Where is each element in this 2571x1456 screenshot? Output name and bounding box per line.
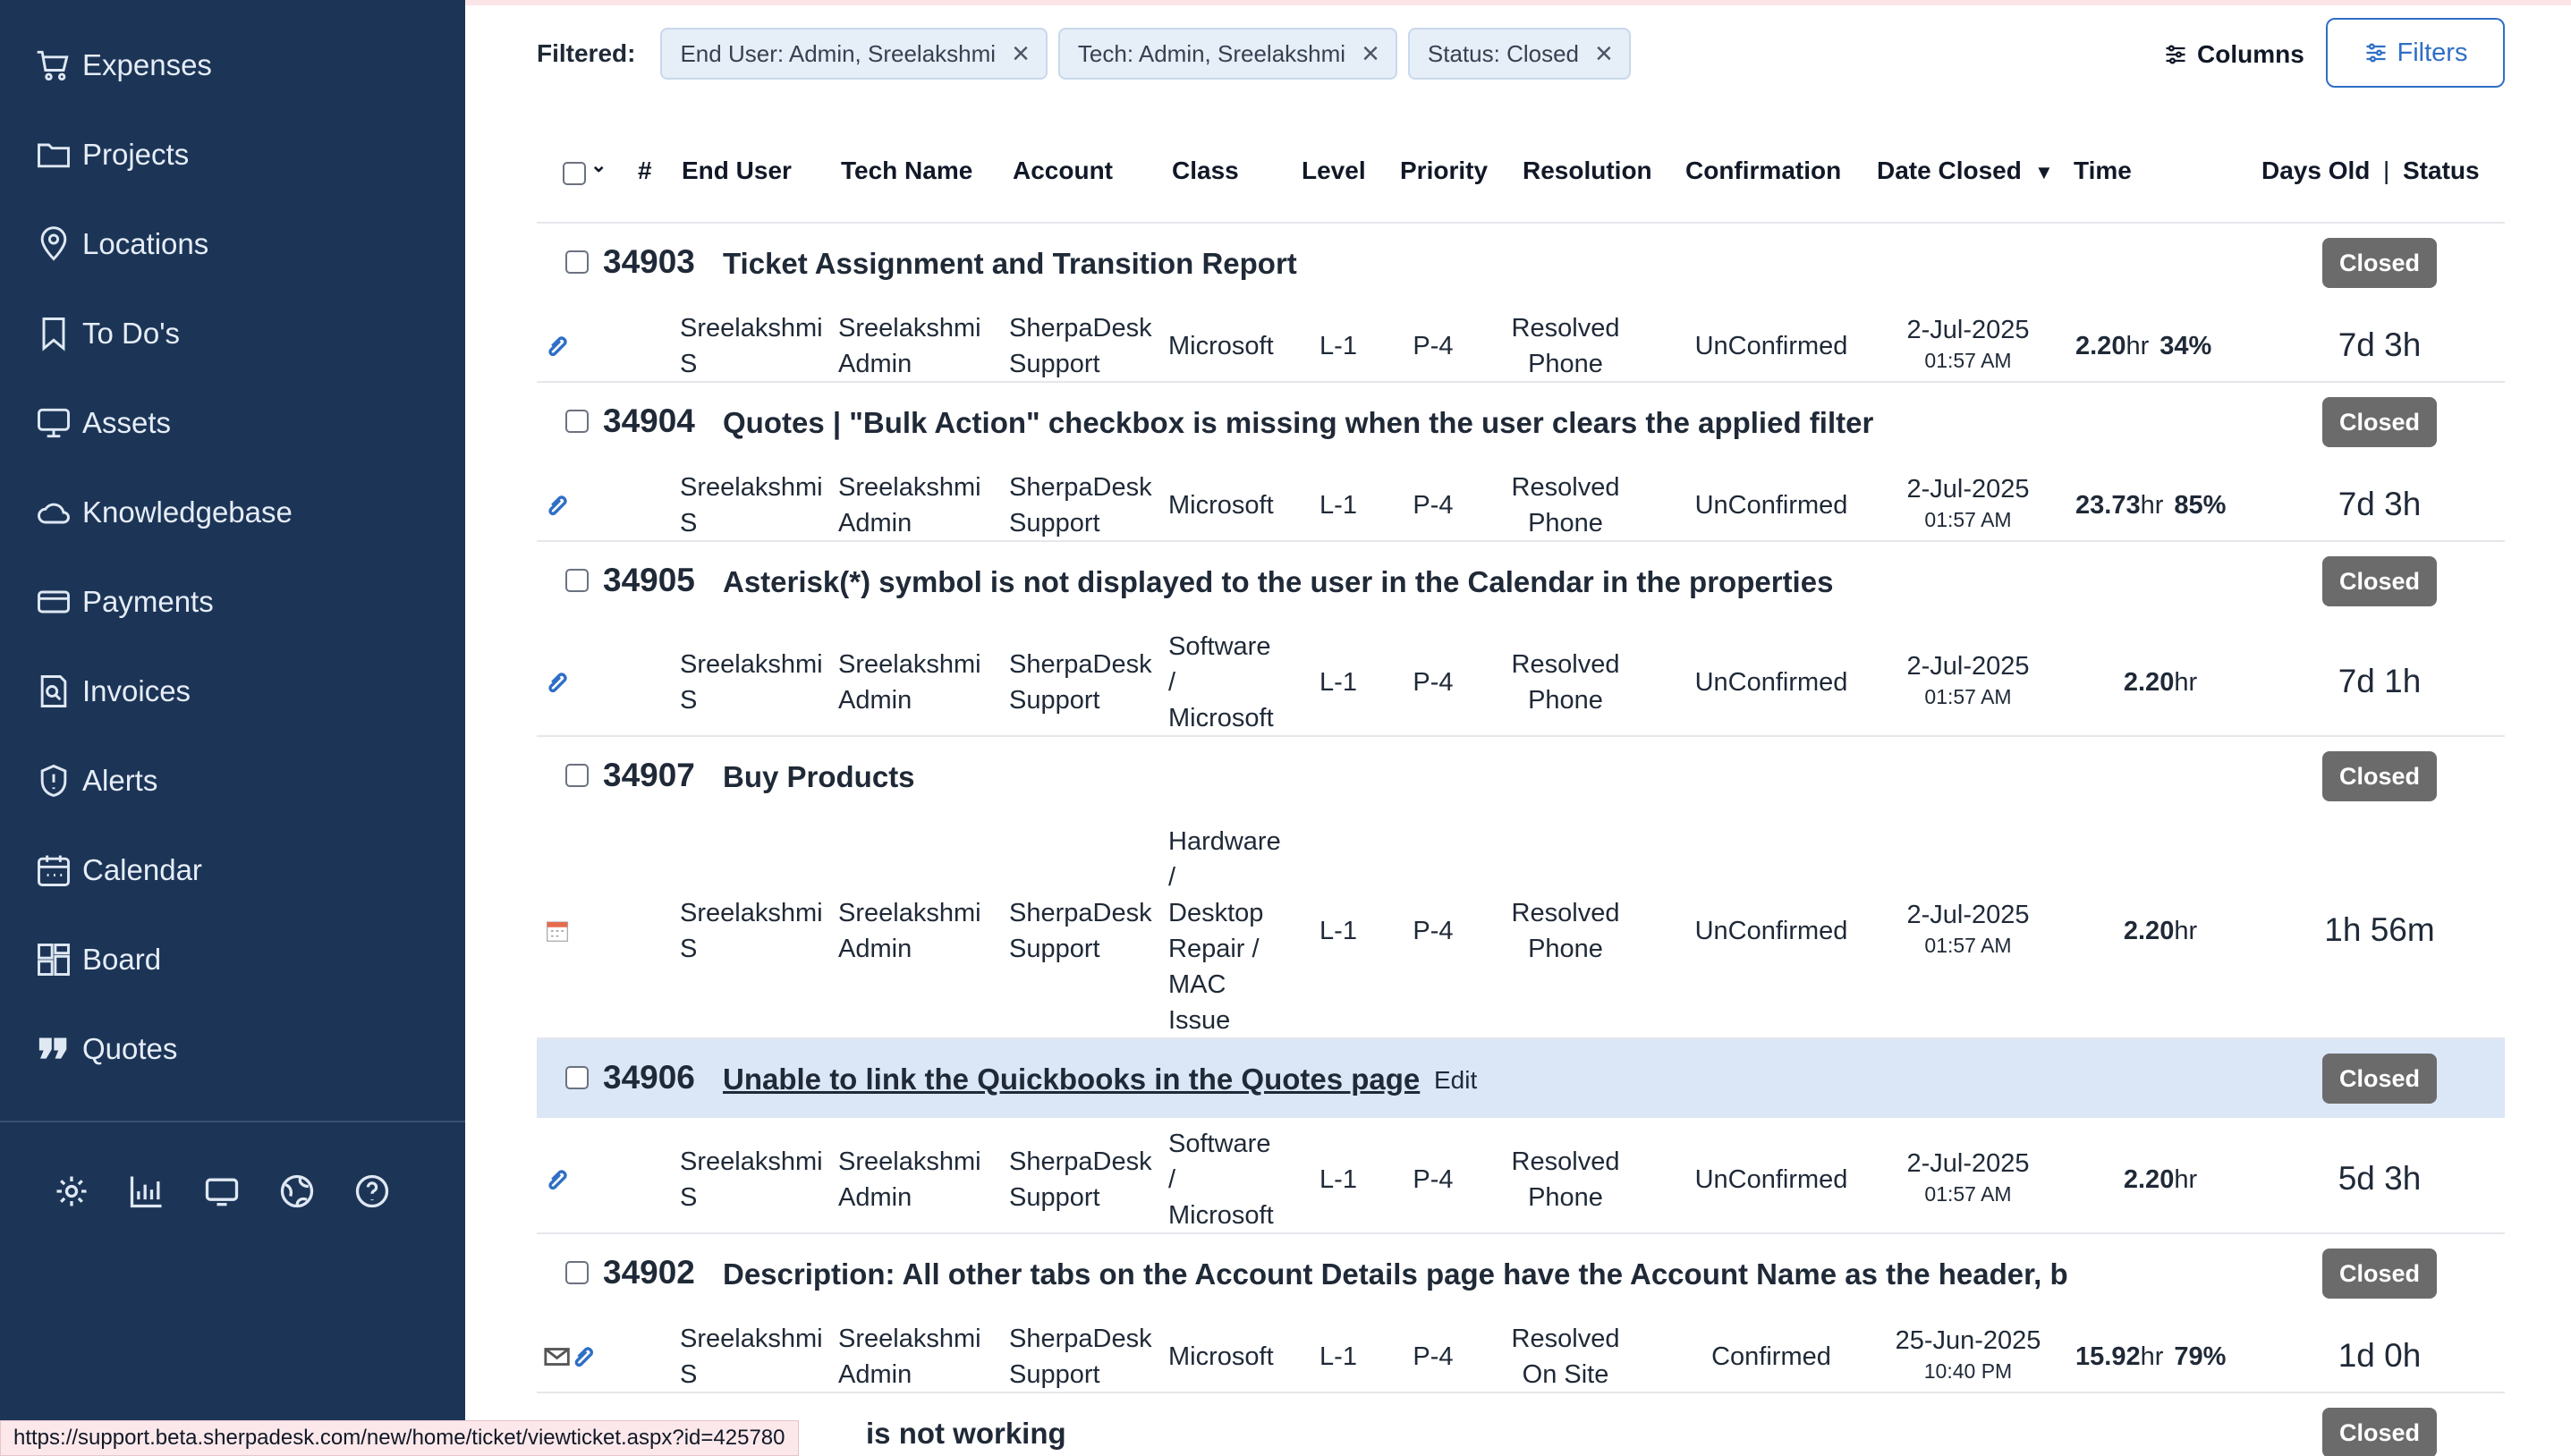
resolution-line: Phone <box>1528 1183 1603 1212</box>
time-unit: hr <box>2140 1342 2164 1371</box>
resolution-line: On Site <box>1522 1360 1609 1389</box>
columns-label: Columns <box>2197 40 2304 68</box>
invoice-search-icon <box>34 672 73 711</box>
column-header-end-user[interactable]: End User <box>682 157 792 184</box>
time-cell <box>2058 1162 2263 1198</box>
column-header-status[interactable]: Status <box>2403 157 2480 184</box>
end_user-line: Sreelakshmi <box>680 1325 823 1353</box>
date-closed: 2-Jul-2025 <box>1906 901 2030 929</box>
class-line: Repair / <box>1168 935 1260 963</box>
days-old: 1d 0h <box>2338 1337 2422 1374</box>
sidebar-item-projects[interactable] <box>34 128 189 182</box>
status-badge: Closed <box>2322 751 2437 801</box>
date-closed-cell <box>1879 648 2058 709</box>
sidebar-item-label: Quotes <box>82 1032 178 1065</box>
sidebar-item-invoices[interactable] <box>34 665 191 718</box>
column-header-days-old[interactable]: Days Old <box>2261 157 2371 184</box>
filters-button[interactable] <box>2326 18 2505 88</box>
confirmation-cell: UnConfirmed <box>1694 1165 1848 1194</box>
sidebar-item-label: To Do's <box>82 317 181 350</box>
status-badge: Closed <box>2322 397 2437 447</box>
resolution-cell <box>1494 310 1637 382</box>
time-closed: 01:57 AM <box>1924 1182 2012 1206</box>
status-badge: Closed <box>2322 1249 2437 1299</box>
column-header-priority[interactable]: Priority <box>1400 157 1489 184</box>
tech-line: Sreelakshmi <box>838 314 981 343</box>
sidebar-item-knowledgebase[interactable] <box>34 486 293 539</box>
level-cell: L-1 <box>1319 668 1357 697</box>
sidebar-item-label: Locations <box>82 227 209 260</box>
monitor-icon <box>34 403 73 443</box>
gear-icon[interactable] <box>52 1172 91 1211</box>
time-hours: 15.92 <box>2075 1342 2141 1371</box>
tech-line: Sreelakshmi <box>838 899 981 927</box>
resolution-cell <box>1494 647 1637 718</box>
sliders-icon <box>2363 40 2389 65</box>
column-divider: | <box>2383 157 2390 184</box>
tech-line: Admin <box>838 1183 912 1212</box>
time-cell <box>2058 487 2263 523</box>
resolution-line: Phone <box>1528 509 1603 538</box>
level-cell: L-1 <box>1319 1165 1357 1194</box>
account-cell <box>1009 1144 1152 1215</box>
close-icon[interactable]: × <box>1362 36 1379 71</box>
account-cell <box>1009 310 1152 382</box>
status-badge: Closed <box>2322 1054 2437 1104</box>
sidebar-item-label: Projects <box>82 138 190 171</box>
sidebar-item-locations[interactable] <box>34 217 208 271</box>
priority-cell: P-4 <box>1413 668 1454 697</box>
resolution-line: Resolved <box>1511 1325 1620 1353</box>
days-old: 5d 3h <box>2338 1160 2422 1197</box>
time-unit: hr <box>2140 491 2164 520</box>
sidebar-item-payments[interactable] <box>34 575 214 629</box>
account-cell <box>1009 470 1152 541</box>
end_user-line: Sreelakshmi <box>680 650 823 679</box>
credit-card-icon <box>34 582 73 622</box>
days-old: 1h 56m <box>2324 911 2435 948</box>
columns-button[interactable] <box>2163 32 2304 77</box>
class-line: / <box>1168 863 1176 892</box>
time-hours: 2.20 <box>2123 917 2175 945</box>
filters-label: Filters <box>2397 38 2468 67</box>
end_user-line: S <box>680 509 698 538</box>
resolution-cell <box>1494 895 1637 967</box>
level-cell: L-1 <box>1319 491 1357 520</box>
paperclip-icon <box>542 331 573 361</box>
chart-icon[interactable] <box>127 1172 166 1211</box>
column-header-account[interactable]: Account <box>1013 157 1113 184</box>
end_user-line: S <box>680 350 698 378</box>
close-icon[interactable]: × <box>1012 36 1030 71</box>
time-unit: hr <box>2174 917 2198 945</box>
sidebar-item-label: Board <box>82 943 162 976</box>
account-cell <box>1009 1321 1152 1393</box>
class-cell <box>1168 1126 1274 1233</box>
ticket-row[interactable] <box>537 1234 2505 1393</box>
level-cell: L-1 <box>1319 1342 1357 1371</box>
sidebar-item-todos[interactable] <box>34 307 180 360</box>
priority-cell: P-4 <box>1413 1165 1454 1194</box>
tech-line: Sreelakshmi <box>838 1147 981 1176</box>
class-line: Software <box>1168 632 1271 661</box>
ticket-number[interactable]: 34906 <box>603 1059 695 1096</box>
priority-cell: P-4 <box>1413 1342 1454 1371</box>
account-line: SherpaDesk <box>1009 473 1152 502</box>
end_user-line: Sreelakshmi <box>680 314 823 343</box>
quote-icon <box>34 1029 73 1069</box>
account-line: SherpaDesk <box>1009 1147 1152 1176</box>
class-line: Microsoft <box>1168 332 1274 360</box>
filter-bar <box>537 27 1642 80</box>
end_user-line: S <box>680 686 698 715</box>
row-checkbox[interactable] <box>565 764 589 787</box>
end_user-line: S <box>680 1360 698 1389</box>
time-hours: 2.20 <box>2075 332 2126 360</box>
sidebar-item-label: Assets <box>82 406 172 439</box>
account-line: Support <box>1009 686 1100 715</box>
column-header-time[interactable]: Time <box>2074 157 2132 184</box>
row-checkbox[interactable] <box>565 410 589 433</box>
date-closed: 2-Jul-2025 <box>1906 652 2030 681</box>
class-line: MAC <box>1168 970 1226 999</box>
time-closed: 01:57 AM <box>1924 685 2012 708</box>
end_user-cell <box>680 1321 823 1393</box>
status-badge: Closed <box>2322 238 2437 288</box>
time-closed: 01:57 AM <box>1924 934 2012 957</box>
paperclip-icon <box>542 667 573 698</box>
priority-cell: P-4 <box>1413 917 1454 945</box>
map-pin-icon <box>34 224 73 264</box>
resolution-line: Phone <box>1528 686 1603 715</box>
cart-icon <box>34 46 73 85</box>
row-checkbox[interactable] <box>565 250 589 274</box>
confirmation-cell: UnConfirmed <box>1694 491 1848 520</box>
date-closed-cell <box>1879 471 2058 532</box>
ticket-title[interactable]: is not working <box>866 1417 1066 1450</box>
sidebar-item-expenses[interactable] <box>34 38 212 92</box>
time-closed: 01:57 AM <box>1924 349 2012 372</box>
end_user-line: Sreelakshmi <box>680 899 823 927</box>
cloud-icon <box>34 493 73 532</box>
time-hours: 2.20 <box>2123 668 2175 697</box>
class-line: Microsoft <box>1168 491 1274 520</box>
priority-cell: P-4 <box>1413 491 1454 520</box>
time-unit: hr <box>2174 668 2198 697</box>
end_user-line: S <box>680 935 698 963</box>
time-unit: hr <box>2174 1165 2198 1194</box>
ticket-row[interactable] <box>537 1393 2505 1456</box>
class-line: / <box>1168 1165 1176 1194</box>
class-line: Issue <box>1168 1006 1231 1035</box>
date-closed: 25-Jun-2025 <box>1895 1326 2041 1355</box>
tech-cell <box>838 470 981 541</box>
sidebar <box>0 0 465 1456</box>
ticket-number[interactable]: 34904 <box>603 402 695 439</box>
end_user-cell <box>680 310 823 382</box>
time-hours: 2.20 <box>2123 1165 2175 1194</box>
class-line: Desktop <box>1168 899 1264 927</box>
confirmation-cell: UnConfirmed <box>1694 917 1848 945</box>
resolution-line: Phone <box>1528 350 1603 378</box>
status-badge: Closed <box>2322 1408 2437 1456</box>
time-percent: 85% <box>2174 491 2227 520</box>
sort-desc-icon[interactable]: ▼ <box>2034 161 2054 183</box>
class-cell <box>1168 328 1274 364</box>
resolution-cell <box>1494 1144 1637 1215</box>
tech-line: Admin <box>838 350 912 378</box>
top-accent-line <box>465 0 2571 5</box>
column-header-class[interactable]: Class <box>1172 157 1239 184</box>
sliders-icon <box>2163 42 2188 67</box>
confirmation-cell: UnConfirmed <box>1694 332 1848 360</box>
end_user-line: Sreelakshmi <box>680 473 823 502</box>
resolution-line: Phone <box>1528 935 1603 963</box>
sidebar-item-label: Alerts <box>82 764 158 797</box>
tech-line: Admin <box>838 686 912 715</box>
account-line: Support <box>1009 350 1100 378</box>
ticket-title-band <box>537 1393 2505 1456</box>
end_user-line: S <box>680 1183 698 1212</box>
ticket-title[interactable]: Description: All other tabs on the Account Details page have the Account Name as the header, b <box>723 1257 2068 1291</box>
ticket-title[interactable]: Quotes | "Bulk Action" checkbox is missing when the user clears the applied filter <box>723 406 1874 439</box>
sidebar-item-label: Expenses <box>82 48 212 81</box>
tech-cell <box>838 1321 981 1393</box>
account-cell <box>1009 895 1152 967</box>
confirmation-cell: UnConfirmed <box>1694 668 1848 697</box>
ticket-title[interactable]: Asterisk(*) symbol is not displayed to the user in the Calendar in the properties <box>723 565 1834 598</box>
date-closed: 2-Jul-2025 <box>1906 316 2030 344</box>
paperclip-icon <box>542 490 573 521</box>
folder-icon <box>34 135 73 174</box>
time-cell <box>2058 1339 2263 1375</box>
class-line: Microsoft <box>1168 704 1274 732</box>
column-header-num[interactable]: # <box>638 157 652 184</box>
filter-chip-label: Tech: Admin, Sreelakshmi <box>1077 39 1346 67</box>
sidebar-item-label: Invoices <box>82 674 191 707</box>
filter-chip-end-user <box>660 28 1047 80</box>
class-cell <box>1168 1339 1274 1375</box>
account-line: Support <box>1009 1183 1100 1212</box>
mail-attachment-icon <box>542 1342 605 1372</box>
column-header-date-closed[interactable]: Date Closed <box>1877 157 2022 184</box>
level-cell: L-1 <box>1319 917 1357 945</box>
row-checkbox[interactable] <box>565 1261 589 1284</box>
help-icon[interactable] <box>352 1172 392 1211</box>
class-line: Software <box>1168 1130 1271 1158</box>
board-icon <box>34 940 73 979</box>
chevron-down-icon[interactable]: ⌄ <box>590 154 607 176</box>
ticket-row[interactable] <box>537 224 2505 383</box>
account-line: Support <box>1009 509 1100 538</box>
column-header-resolution[interactable]: Resolution <box>1523 157 1652 184</box>
priority-cell: P-4 <box>1413 332 1454 360</box>
tech-line: Sreelakshmi <box>838 1325 981 1353</box>
account-line: Support <box>1009 935 1100 963</box>
ticket-number[interactable]: 34902 <box>603 1254 695 1291</box>
tech-line: Admin <box>838 1360 912 1389</box>
column-header-level[interactable]: Level <box>1302 157 1366 184</box>
status-badge: Closed <box>2322 556 2437 606</box>
date-closed-cell <box>1879 897 2058 958</box>
row-checkbox[interactable] <box>565 569 589 592</box>
time-closed: 01:57 AM <box>1924 508 2012 531</box>
calendar-icon <box>542 916 573 946</box>
date-closed-cell <box>1879 312 2058 373</box>
time-closed: 10:40 PM <box>1923 1359 2013 1383</box>
time-cell <box>2058 665 2263 700</box>
status-bar-url: https://support.beta.sherpadesk.com/new/home/ticket/viewticket.aspx?id=425780 <box>0 1420 799 1456</box>
resolution-cell <box>1494 470 1637 541</box>
ticket-title[interactable]: Unable to link the Quickbooks in the Quotes page <box>723 1062 1421 1096</box>
time-percent: 34% <box>2159 332 2212 360</box>
tech-line: Sreelakshmi <box>838 473 981 502</box>
filter-label: Filtered: <box>537 39 636 67</box>
sidebar-item-assets[interactable] <box>34 396 171 450</box>
level-cell: L-1 <box>1319 332 1357 360</box>
class-cell <box>1168 487 1274 523</box>
days-old: 7d 1h <box>2338 663 2422 699</box>
ticket-title[interactable]: Ticket Assignment and Transition Report <box>723 247 1297 280</box>
tech-cell <box>838 895 981 967</box>
days-old: 7d 3h <box>2338 326 2422 363</box>
time-hours: 23.73 <box>2075 491 2141 520</box>
resolution-line: Resolved <box>1511 473 1620 502</box>
end_user-cell <box>680 470 823 541</box>
account-line: SherpaDesk <box>1009 314 1152 343</box>
time-cell <box>2058 913 2263 949</box>
class-line: / <box>1168 668 1176 697</box>
column-header-tech-name[interactable]: Tech Name <box>841 157 973 184</box>
filter-chip-status <box>1408 28 1631 80</box>
ticket-row[interactable] <box>537 542 2505 737</box>
resolution-line: Resolved <box>1511 650 1620 679</box>
account-line: SherpaDesk <box>1009 899 1152 927</box>
account-cell <box>1009 647 1152 718</box>
ticket-row[interactable] <box>537 383 2505 542</box>
class-cell <box>1168 824 1281 1038</box>
column-header-confirmation[interactable]: Confirmation <box>1685 157 1842 184</box>
ticket-number[interactable]: 34907 <box>603 757 695 793</box>
class-cell <box>1168 629 1274 736</box>
date-closed: 2-Jul-2025 <box>1906 1149 2030 1178</box>
filter-chip-tech <box>1058 28 1397 80</box>
time-cell <box>2058 328 2263 364</box>
date-closed-cell <box>1879 1146 2058 1206</box>
resolution-line: Resolved <box>1511 314 1620 343</box>
class-line: Microsoft <box>1168 1201 1274 1230</box>
row-checkbox[interactable] <box>565 1066 589 1089</box>
account-line: Support <box>1009 1360 1100 1389</box>
class-line: Hardware <box>1168 827 1281 856</box>
class-line: Microsoft <box>1168 1342 1274 1371</box>
tech-cell <box>838 647 981 718</box>
sidebar-item-board[interactable] <box>34 933 161 986</box>
days-old: 7d 3h <box>2338 486 2422 522</box>
time-percent: 79% <box>2174 1342 2227 1371</box>
end_user-cell <box>680 1144 823 1215</box>
tech-line: Admin <box>838 509 912 538</box>
ticket-row[interactable] <box>537 1039 2505 1234</box>
sidebar-item-label: Knowledgebase <box>82 495 293 529</box>
tech-cell <box>838 310 981 382</box>
paperclip-icon <box>542 1164 573 1195</box>
resolution-line: Resolved <box>1511 899 1620 927</box>
account-line: SherpaDesk <box>1009 1325 1152 1353</box>
filter-chip-label: End User: Admin, Sreelakshmi <box>680 39 997 67</box>
sidebar-item-label: Payments <box>82 585 214 618</box>
time-unit: hr <box>2126 332 2150 360</box>
ticket-title[interactable]: Buy Products <box>723 760 915 793</box>
bookmark-icon <box>34 314 73 353</box>
sidebar-divider <box>0 1121 465 1122</box>
globe-icon[interactable] <box>277 1172 317 1211</box>
tech-line: Sreelakshmi <box>838 650 981 679</box>
sidebar-item-alerts[interactable] <box>34 754 157 808</box>
filter-chip-label: Status: Closed <box>1427 39 1580 67</box>
resolution-cell <box>1494 1321 1637 1393</box>
ticket-number[interactable]: 34903 <box>603 243 695 280</box>
alert-shield-icon <box>34 761 73 800</box>
ticket-number[interactable]: 34905 <box>603 562 695 598</box>
calendar-icon <box>34 851 73 890</box>
confirmation-cell: Confirmed <box>1711 1342 1831 1371</box>
sidebar-item-label: Calendar <box>82 853 202 886</box>
end_user-cell <box>680 647 823 718</box>
account-line: SherpaDesk <box>1009 650 1152 679</box>
close-icon[interactable]: × <box>1595 36 1613 71</box>
resolution-line: Resolved <box>1511 1147 1620 1176</box>
sidebar-item-quotes[interactable] <box>34 1022 177 1076</box>
tech-line: Admin <box>838 935 912 963</box>
ticket-row[interactable] <box>537 737 2505 1039</box>
monitor-icon[interactable] <box>202 1172 242 1211</box>
tech-cell <box>838 1144 981 1215</box>
select-all-checkbox[interactable] <box>563 162 586 185</box>
end_user-line: Sreelakshmi <box>680 1147 823 1176</box>
end_user-cell <box>680 895 823 967</box>
sidebar-item-calendar[interactable] <box>34 843 202 897</box>
date-closed: 2-Jul-2025 <box>1906 475 2030 504</box>
edit-link[interactable]: Edit <box>1434 1066 1478 1094</box>
date-closed-cell <box>1879 1323 2058 1384</box>
